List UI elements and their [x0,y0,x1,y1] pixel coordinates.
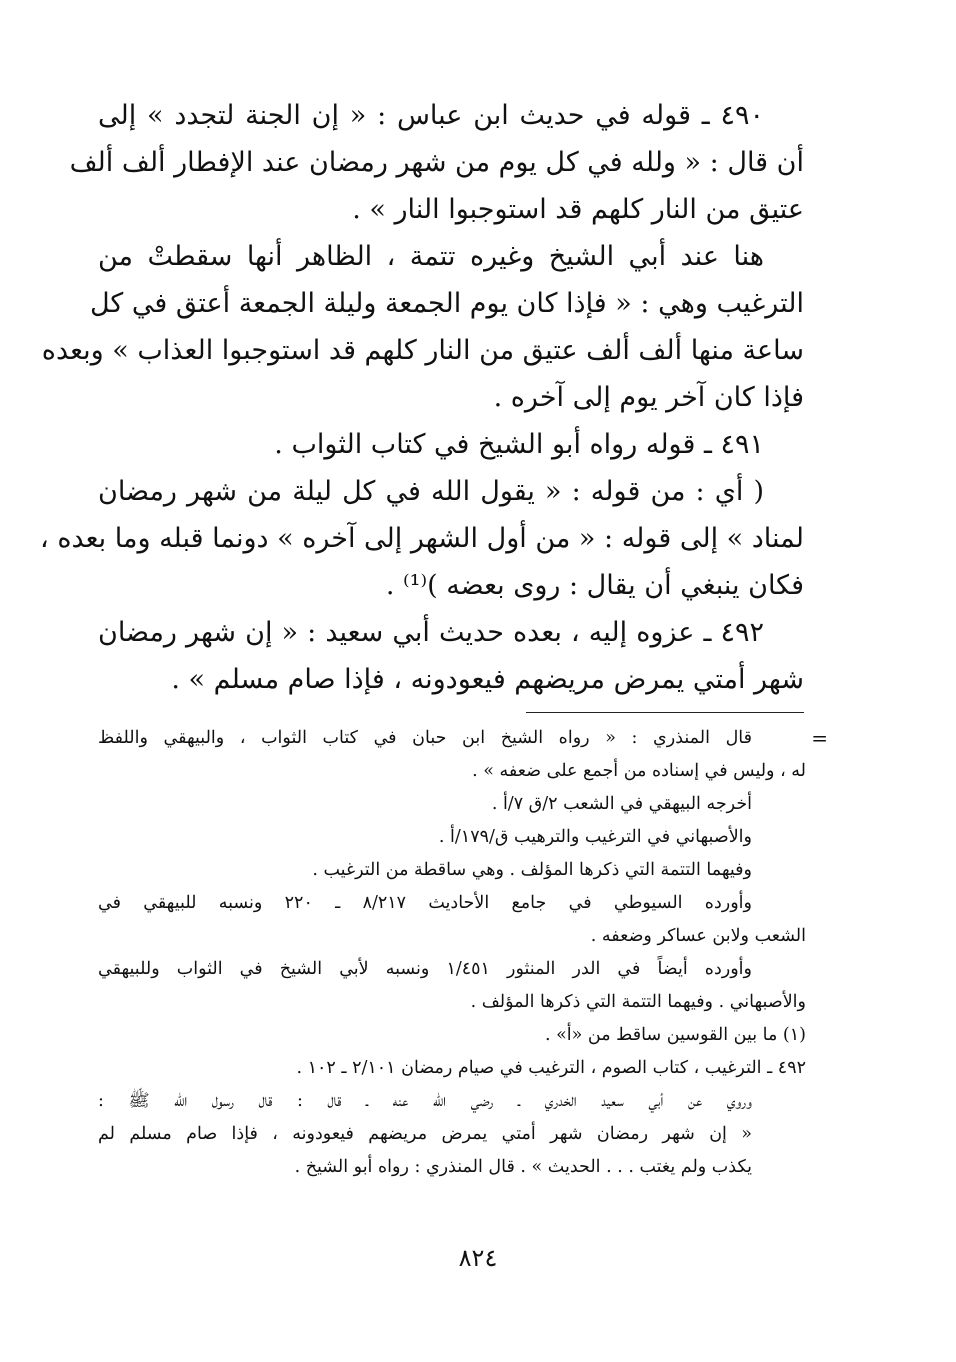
note-line-7: الشعب ولابن عساكر وضعفه . [590,926,806,946]
note-492-source: ٤٩٢ ـ الترغيب ، كتاب الصوم ، الترغيب في صيام رمضان ٢/١٠١ ـ ١٠٢ . [296,1058,806,1078]
main-text [40,92,804,703]
note-line-5: وفيهما التتمة التي ذكرها المؤلف . وهي ساقطة من الترغيب . [312,860,752,880]
main-line-12: ٤٩٢ ـ عزوه إليه ، بعده حديث أبي سعيد : « إن شهر رمضان [98,617,764,648]
page-number: ٨٢٤ [458,1244,498,1272]
main-line-13: شهر أمتي يمرض مريضهم فيعودونه ، فإذا صام مسلم » . [171,664,804,695]
note-line-1 [98,722,828,755]
main-line-10: لمناد » إلى قوله : « من أول الشهر إلى آخره » دونما قبله وما بعده ، [40,523,804,554]
main-line-11: فكان ينبغي أن يقال : روى بعضه )⁽¹⁾ . [385,570,804,601]
note-line-14: يكذب ولم يغتب . . . الحديث » . قال المنذري : رواه أبو الشيخ . [294,1157,752,1177]
main-line-8: ٤٩١ ـ قوله رواه أبو الشيخ في كتاب الثواب . [274,429,764,460]
main-line-9: ( أي : من قوله : « يقول الله في كل ليلة من شهر رمضان [98,476,764,507]
main-line-2: أن قال : « ولله في كل يوم من شهر رمضان عند الإفطار ألف ألف [69,147,804,178]
main-line-1: ٤٩٠ ـ قوله في حديث ابن عباس : « إن الجنة لتجدد » إلى [98,100,764,131]
note-line-12: وروي عن أبي سعيد الخدري ـ رضي الله عنه ـ قال : قال رسول الله ﷺ : [98,1091,752,1111]
note-line-8: وأورده أيضاً في الدر المنثور ١/٤٥١ ونسبه لأبي الشيخ في الثواب وللبيهقي [98,959,752,979]
footnote-1: (١) ما بين القوسين ساقط من «أ» . [544,1025,806,1045]
main-line-6: ساعة منها ألف ألف عتيق من النار كلهم قد استوجبوا العذاب » وبعده [41,335,804,366]
note-line-1-text: قال المنذري : « رواه الشيخ ابن حبان في كتاب الثواب ، والبيهقي واللفظ [98,728,752,748]
main-line-4: هنا عند أبي الشيخ وغيره تتمة ، الظاهر أنها سقطتْ من [98,241,764,272]
note-line-9: والأصبهاني . وفيهما التتمة التي ذكرها المؤلف . [470,992,806,1012]
note-line-6: وأورده السيوطي في جامع الأحاديث ٨/٢١٧ ـ ٢٢٠ ونسبه للبيهقي في [98,893,752,913]
note-line-13: « إن شهر رمضان شهر أمتي يمرض مريضهم فيعودونه ، فإذا صام مسلم لم [98,1124,752,1144]
main-line-7: فإذا كان آخر يوم إلى آخره . [493,382,804,413]
note-line-4: والأصبهاني في الترغيب والترهيب ق/١٧٩/أ . [438,827,752,847]
main-line-3: عتيق من النار كلهم قد استوجبوا النار » . [352,194,804,225]
continuation-marker: = [811,726,828,750]
note-line-2: له ، وليس في إسناده من أجمع على ضعفه » . [472,761,806,781]
note-line-3: أخرجه البيهقي في الشعب ٢/ق ٧/أ . [491,794,752,814]
main-line-5: الترغيب وهي : « فإذا كان يوم الجمعة وليلة الجمعة أعتق في كل [89,288,804,319]
footnote-divider [526,712,804,713]
footnotes [98,722,828,1184]
